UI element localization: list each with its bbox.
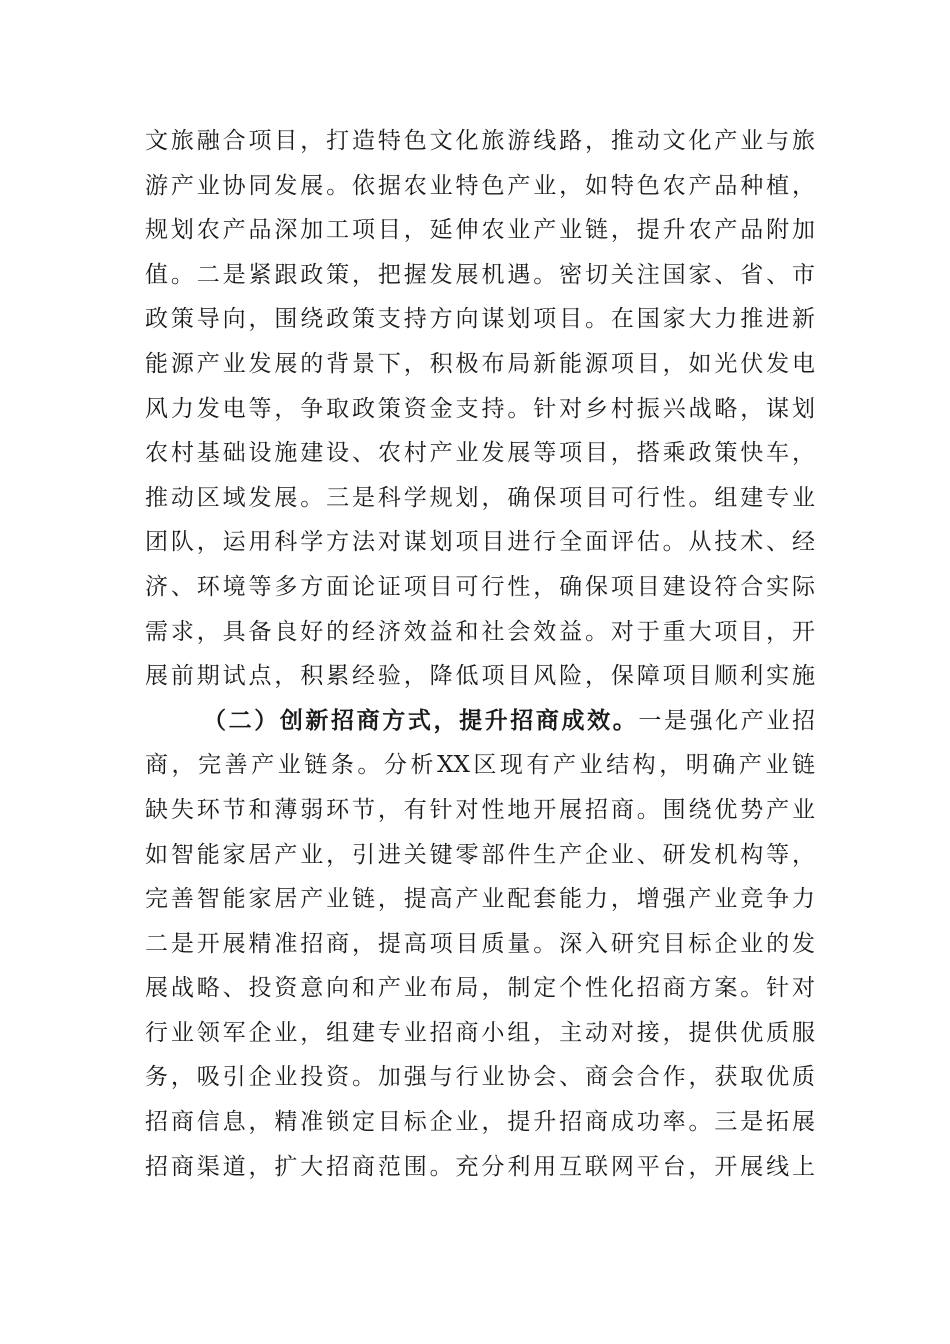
section-line-1: 商，完善产业链条。分析XX区现有产业结构，明确产业链 <box>145 752 815 779</box>
section-line-3: 如智能家居产业，引进关键零部件生产企业、研发机构等， <box>145 841 815 868</box>
paragraph-line-4: 值。二是紧跟政策，把握发展机遇。密切关注国家、省、市 <box>145 261 815 288</box>
section-line-4: 完善智能家居产业链，提高产业配套能力，增强产业竞争力 <box>145 886 815 913</box>
paragraph-line-7: 风力发电等，争取政策资金支持。针对乡村振兴战略，谋划 <box>145 395 815 422</box>
section-line-10: 招商渠道，扩大招商范围。充分利用互联网平台，开展线上 <box>145 1153 815 1180</box>
paragraph-line-8: 农村基础设施建设、农村产业发展等项目，搭乘政策快车， <box>145 440 815 467</box>
section-line-7: 行业领军企业，组建专业招商小组，主动对接，提供优质服 <box>145 1019 815 1046</box>
section-line-6: 展战略、投资意向和产业布局，制定个性化招商方案。针对 <box>145 975 815 1002</box>
paragraph-line-9: 推动区域发展。三是科学规划，确保项目可行性。组建专业 <box>145 484 815 511</box>
section-line-2: 缺失环节和薄弱环节，有针对性地开展招商。围绕优势产业 <box>145 796 815 823</box>
section-heading: （二）创新招商方式，提升招商成效。 <box>203 706 639 734</box>
paragraph-line-6: 能源产业发展的背景下，积极布局新能源项目，如光伏发电 <box>145 350 815 377</box>
paragraph-line-13: 展前期试点，积累经验，降低项目风险，保障项目顺利实施 <box>145 663 815 690</box>
paragraph-line-12: 需求，具备良好的经济效益和社会效益。对于重大项目，开 <box>145 618 815 645</box>
section-line-9: 招商信息，精准锁定目标企业，提升招商成功率。三是拓展 <box>145 1109 815 1136</box>
section-line-8: 务，吸引企业投资。加强与行业协会、商会合作，获取优质 <box>145 1064 815 1091</box>
paragraph-line-2: 游产业协同发展。依据农业特色产业，如特色农产品种植， <box>145 172 815 199</box>
paragraph-line-10: 团队，运用科学方法对谋划项目进行全面评估。从技术、经 <box>145 529 815 556</box>
section-heading-line <box>145 699 815 744</box>
section-line-5: 二是开展精准招商，提高项目质量。深入研究目标企业的发 <box>145 930 815 957</box>
paragraph-line-5: 政策导向，围绕政策支持方向谋划项目。在国家大力推进新 <box>145 306 815 333</box>
paragraph-line-1: 文旅融合项目，打造特色文化旅游线路，推动文化产业与旅 <box>145 128 815 154</box>
paragraph-line-3: 规划农产品深加工项目，延伸农业产业链，提升农产品附加 <box>145 217 815 244</box>
section-heading-continuation: 一是强化产业招 <box>638 707 815 734</box>
body-text <box>145 119 815 1189</box>
paragraph-line-11: 济、环境等多方面论证项目可行性，确保项目建设符合实际 <box>145 573 815 600</box>
